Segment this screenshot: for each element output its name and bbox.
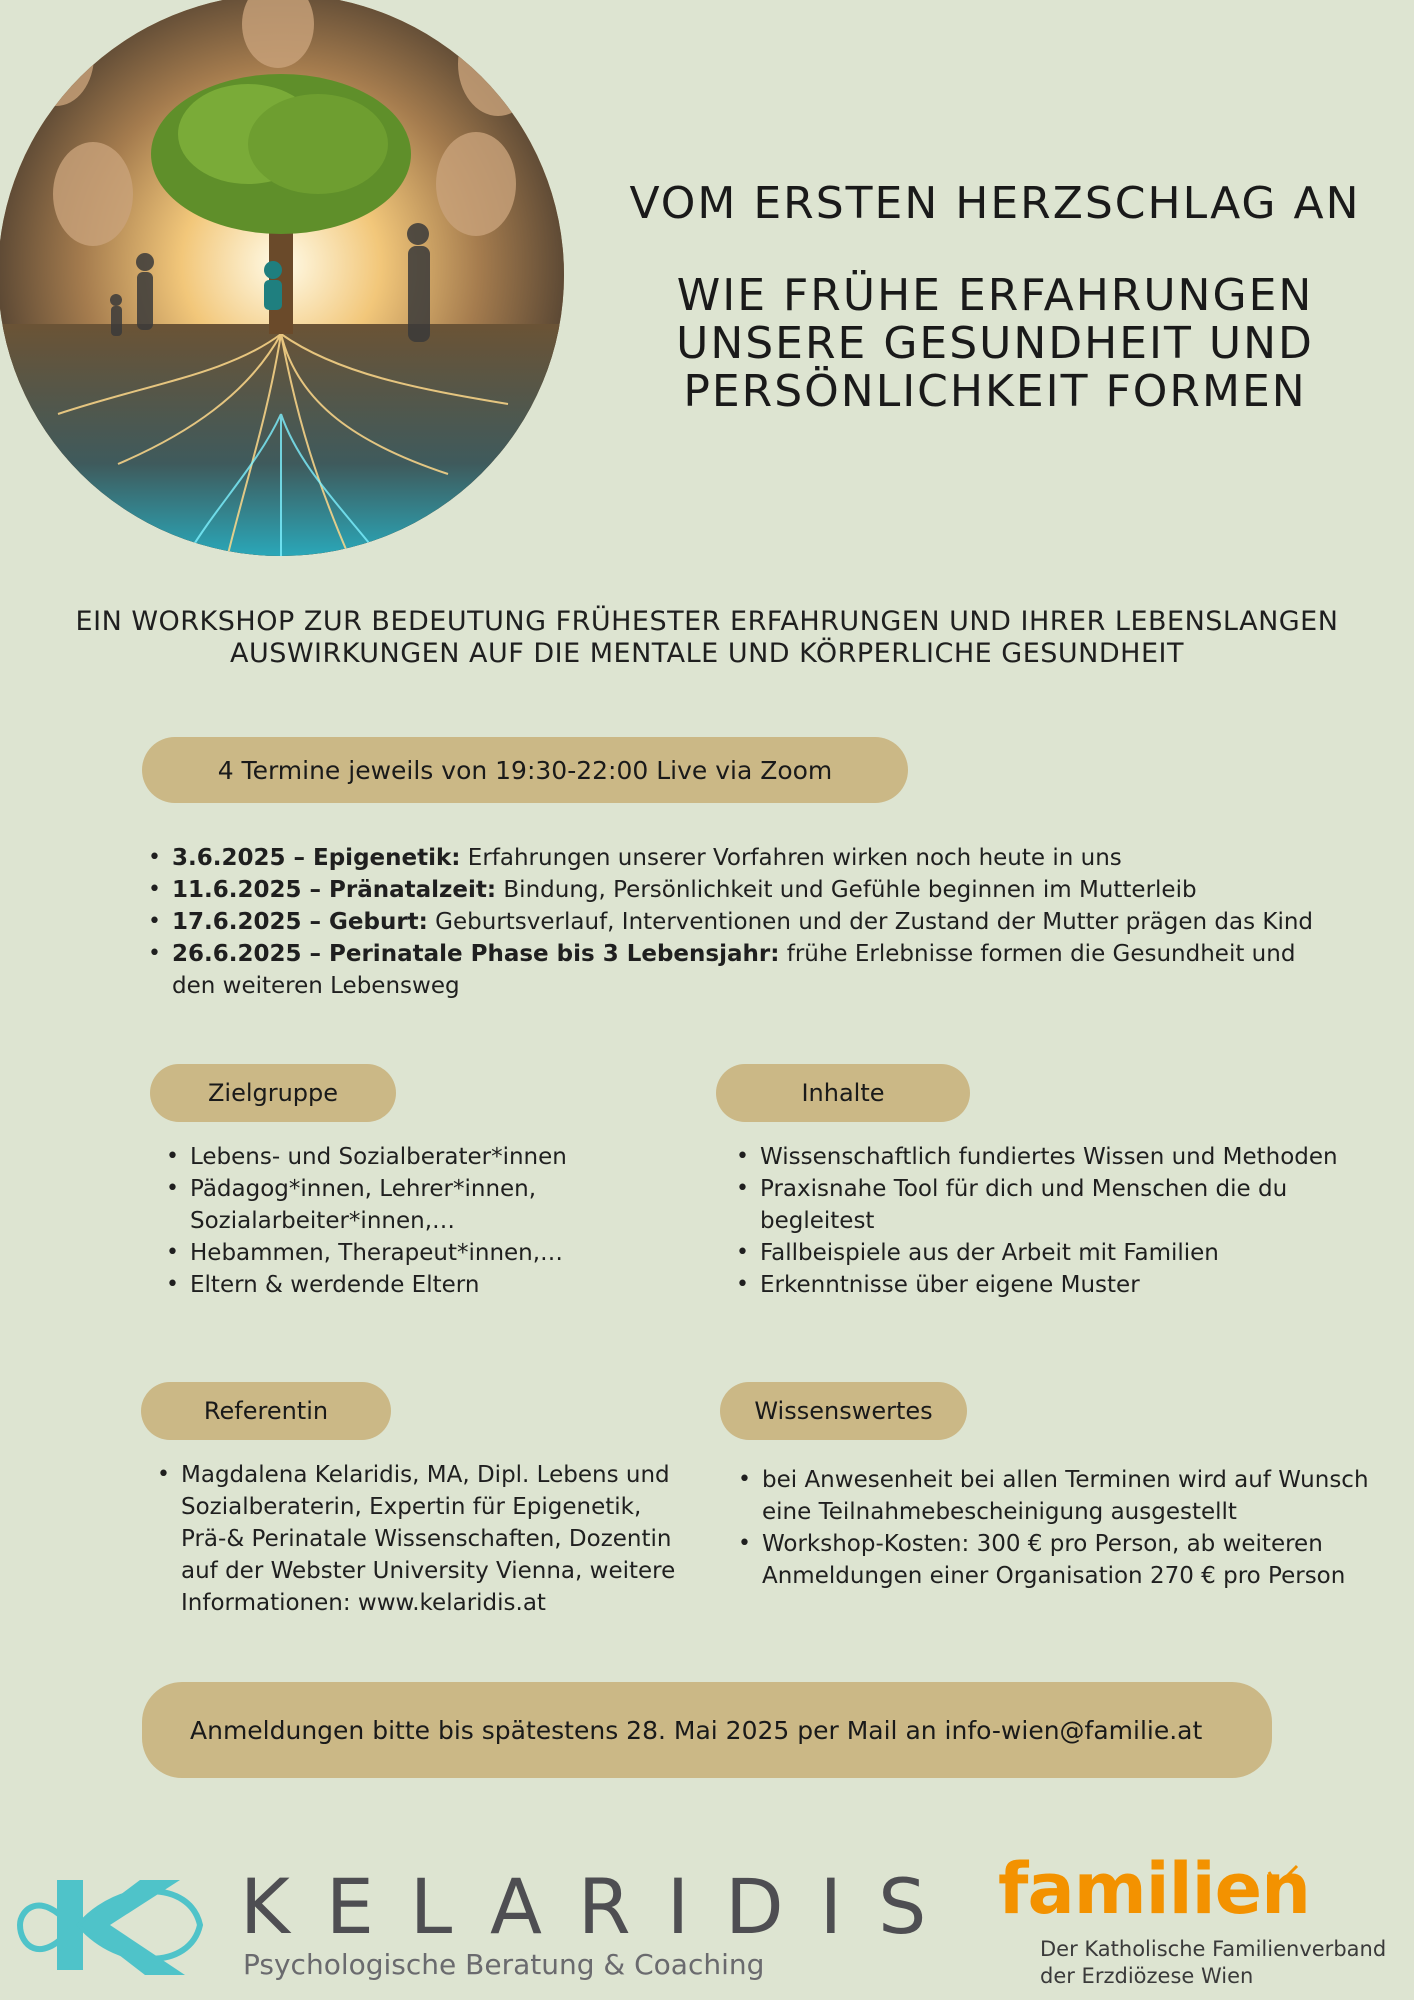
dates-list [142, 842, 1322, 1002]
termine-badge [142, 737, 908, 803]
date-heading: 17.6.2025 – Geburt: [172, 909, 428, 935]
title-line: WIE FRÜHE ERFAHRUNGEN [676, 270, 1314, 321]
list-item [142, 906, 1322, 938]
section-label: Inhalte [801, 1079, 885, 1107]
list-item: • bei Anwesenheit bei allen Terminen wird auf Wunsch eine Teilnahmebescheinigung ausgestellt [732, 1464, 1372, 1528]
list-item [142, 938, 1322, 1002]
list-item: • Hebammen, Therapeut*innen,… [160, 1237, 580, 1269]
list-item: • Eltern & werdende Eltern [160, 1269, 580, 1301]
familien-wordmark: familien [998, 1848, 1310, 1930]
kelaridis-logo-icon [10, 1870, 210, 1980]
inhalte-badge [716, 1064, 970, 1122]
list-item: • Erkenntnisse über eigene Muster [730, 1269, 1370, 1301]
referentin-badge [141, 1382, 391, 1440]
familien-tagline [1040, 1936, 1386, 1990]
date-description: frühe Erlebnisse formen die Gesundheit und den weiteren Lebensweg [172, 941, 1296, 999]
registration-banner [142, 1682, 1272, 1778]
wissenswertes-list [732, 1464, 1372, 1592]
hero-tree-image [0, 0, 564, 556]
title-line: PERSÖNLICHKEIT FORMEN [683, 366, 1307, 417]
list-item: • Workshop-Kosten: 300 € pro Person, ab weiteren Anmeldungen einer Organisation 270 € pro Person [732, 1528, 1372, 1592]
subtitle-line: AUSWIRKUNGEN AUF DIE MENTALE UND KÖRPERLICHE GESUNDHEIT [229, 638, 1184, 669]
wissenswertes-badge [720, 1382, 967, 1440]
title-line: UNSERE GESUNDHEIT UND [676, 318, 1314, 369]
tagline-line: Der Katholische Familienverband [1040, 1937, 1387, 1961]
list-item: • Magdalena Kelaridis, MA, Dipl. Lebens und Sozialberaterin, Expertin für Epigenetik, Prä-& Perinatale Wissenschaften, Dozentin auf der Webster University Vienna, weitere Informationen: www.kelaridis.at [151, 1459, 691, 1619]
list-item: • Lebens- und Sozialberater*innen [160, 1141, 580, 1173]
section-label: Wissenswertes [754, 1397, 933, 1425]
date-description: Geburtsverlauf, Interventionen und der Zustand der Mutter prägen das Kind [427, 909, 1314, 935]
list-item: • Fallbeispiele aus der Arbeit mit Familien [730, 1237, 1370, 1269]
workshop-title [600, 180, 1390, 416]
list-item: • Wissenschaftlich fundiertes Wissen und Methoden [730, 1141, 1370, 1173]
title-line: VOM ERSTEN HERZSCHLAG AN [629, 178, 1361, 229]
tree-of-life-illustration [0, 0, 564, 556]
date-heading: 11.6.2025 – Pränatalzeit: [172, 877, 497, 903]
zielgruppe-badge [150, 1064, 396, 1122]
date-description: Erfahrungen unserer Vorfahren wirken noch heute in uns [460, 845, 1122, 871]
registration-text: Anmeldungen bitte bis spätestens 28. Mai 2025 per Mail an info-wien@familie.at [190, 1715, 1203, 1745]
inhalte-list [730, 1141, 1370, 1301]
referentin-list [151, 1459, 691, 1619]
list-item [142, 842, 1322, 874]
kelaridis-wordmark: KELARIDIS [240, 1862, 963, 1951]
title-spacer [600, 228, 1390, 272]
section-label: Zielgruppe [207, 1079, 339, 1107]
kelaridis-tagline: Psychologische Beratung & Coaching [243, 1948, 765, 1981]
list-item: • Pädagog*innen, Lehrer*innen, Sozialarbeiter*innen,… [160, 1173, 580, 1237]
tagline-line: der Erzdiözese Wien [1040, 1964, 1254, 1988]
workshop-subtitle [40, 606, 1374, 670]
date-heading: 26.6.2025 – Perinatale Phase bis 3 Lebensjahr: [172, 941, 780, 967]
zielgruppe-list [160, 1141, 580, 1301]
termine-label: 4 Termine jeweils von 19:30-22:00 Live via Zoom [217, 755, 833, 785]
section-label: Referentin [203, 1397, 329, 1425]
date-description: Bindung, Persönlichkeit und Gefühle beginnen im Mutterleib [496, 877, 1197, 903]
date-heading: 3.6.2025 – Epigenetik: [172, 845, 461, 871]
list-item: • Praxisnahe Tool für dich und Menschen die du begleitest [730, 1173, 1370, 1237]
subtitle-line: EIN WORKSHOP ZUR BEDEUTUNG FRÜHESTER ERFAHRUNGEN UND IHRER LEBENSLANGEN [75, 606, 1339, 637]
list-item [142, 874, 1322, 906]
familien-check-icon [1265, 1862, 1301, 1892]
